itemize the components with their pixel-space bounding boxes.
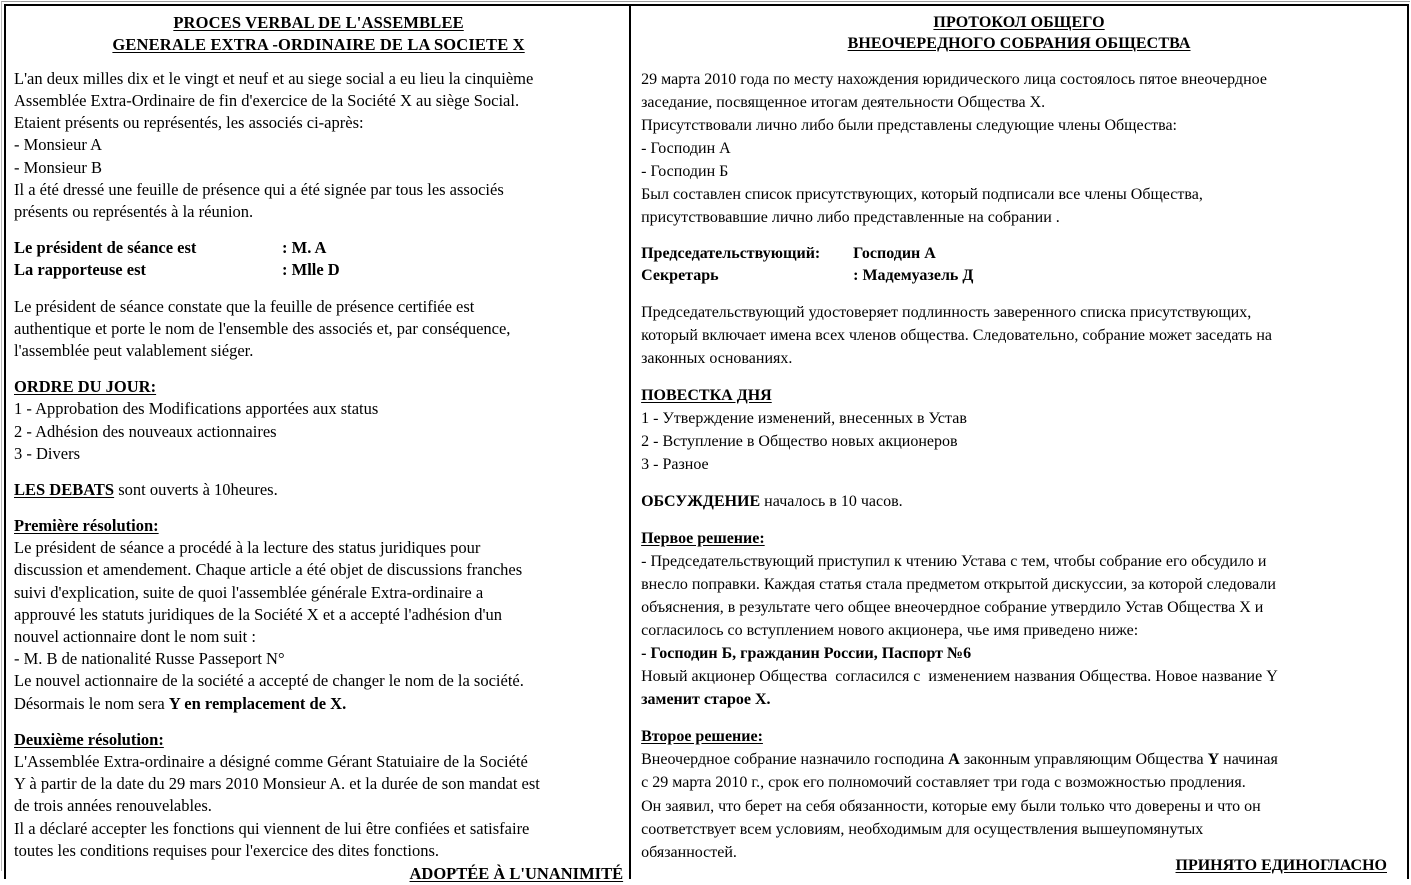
russian-resolution-2-line: обязанностей. xyxy=(641,843,737,861)
french-resolution-1 xyxy=(14,515,623,715)
russian-resolution-1-line: внесло поправки. Каждая статья стала предметом открытой дискуссии, за которой следовали xyxy=(641,576,1276,594)
russian-certification-line: законных основаниях. xyxy=(641,349,793,367)
french-role-row xyxy=(14,237,623,259)
french-role-label: Le président de séance est xyxy=(14,238,197,258)
russian-intro-line: 29 марта 2010 года по месту нахождения юридического лица состоялось пятое внеочердное xyxy=(641,70,1267,88)
french-resolution-2-line: L'Assemblée Extra-ordinaire a désigné comme Gérant Statuiaire de la Société xyxy=(14,751,528,771)
french-title-line-2: GENERALE EXTRA -ORDINAIRE DE LA SOCIETE X xyxy=(112,34,525,54)
french-title xyxy=(14,12,623,56)
russian-role-label: Председательствующий: xyxy=(641,244,821,262)
french-resolution-2 xyxy=(14,729,623,862)
french-resolution-2-line: Il a déclaré accepter les fonctions qui viennent de lui être confiées et satisfaire xyxy=(14,818,530,838)
french-agenda-item: 2 - Adhésion des nouveaux actionnaires xyxy=(14,421,277,441)
russian-name-change-bold: заменит старое X. xyxy=(641,691,771,709)
russian-certification xyxy=(641,301,1397,370)
russian-resolution-2-line: Он заявил, что берет на себя обязанности, которые ему были только что доверены и что он xyxy=(641,797,1261,815)
russian-resolution-2 xyxy=(641,725,1397,863)
russian-debates-line xyxy=(641,490,1397,513)
french-attendee-item: - Monsieur A xyxy=(14,135,102,155)
spacer xyxy=(14,465,623,479)
french-role-label: La rapporteuse est xyxy=(14,260,146,280)
russian-agenda xyxy=(641,384,1397,476)
french-intro-line: Il a été dressé une feuille de présence qui a été signée par tous les associés xyxy=(14,179,504,199)
russian-resolution-1-line: Новый акционер Общества согласился с изменением названия Общества. Новое название Y xyxy=(641,668,1278,686)
russian-res2-seg: законным управляющим Общества xyxy=(959,751,1208,769)
french-resolution-1-line: suivi d'explication, suite de quoi l'assemblée générale Extra-ordinaire a xyxy=(14,582,484,602)
spacer xyxy=(641,513,1397,527)
french-intro-line: L'an deux milles dix et le vingt et neuf et au siege social a eu lieu la cinquième xyxy=(14,68,534,88)
russian-resolution-1 xyxy=(641,527,1397,711)
russian-resolution-1-line: согласилось со вступлением нового акционера, чье имя приведено ниже: xyxy=(641,622,1139,640)
russian-attendee-item: - Господин А xyxy=(641,139,731,157)
russian-company-new-name: Y xyxy=(1207,751,1220,769)
russian-agenda-item: 1 - Утверждение изменений, внесенных в Устав xyxy=(641,410,967,428)
french-resolution-1-line: discussion et amendement. Chaque article a été objet de discussions franches xyxy=(14,560,523,580)
french-debates-rest: sont ouverts à 10heures. xyxy=(114,479,278,499)
russian-intro-line: Присутствовали лично либо были представлены следующие члены Общества: xyxy=(641,116,1177,134)
russian-column xyxy=(631,6,1407,879)
french-new-shareholder-line: - M. B de nationalité Russe Passeport N° xyxy=(14,649,285,669)
french-role-value: : M. A xyxy=(282,238,327,258)
french-agenda-item: 3 - Divers xyxy=(14,443,80,463)
spacer xyxy=(641,287,1397,301)
french-intro-line: Etaient présents ou représentés, les associés ci-après: xyxy=(14,113,364,133)
french-agenda xyxy=(14,376,623,465)
french-closing-statement: ADOPTÉE À L'UNANIMITÉ xyxy=(409,863,624,883)
russian-new-shareholder-line: - Господин Б, гражданин России, Паспорт №6 xyxy=(641,645,972,663)
russian-certification-line: Председательствующий удостоверяет подлинность заверенного списка присутствующих, xyxy=(641,303,1252,321)
russian-title-line-1: ПРОТОКОЛ ОБЩЕГО xyxy=(933,14,1105,31)
french-intro-line: présents ou représentés à la réunion. xyxy=(14,202,254,221)
french-resolution-2-line: Y à partir de la date du 29 mars 2010 Monsieur A. et la durée de son mandat est xyxy=(14,774,540,794)
spacer xyxy=(641,229,1397,243)
spacer xyxy=(14,362,623,376)
french-resolution-1-line: nouvel actionnaire dont le nom suit : xyxy=(14,627,256,646)
russian-agenda-heading: ПОВЕСТКА ДНЯ xyxy=(641,387,772,404)
french-resolution-2-heading: Deuxième résolution: xyxy=(14,729,164,749)
spacer xyxy=(14,223,623,237)
russian-debates-label: ОБСУЖДЕНИЕ xyxy=(641,493,761,511)
russian-resolution-1-heading: Первое решение: xyxy=(641,530,765,548)
spacer xyxy=(641,711,1397,725)
russian-role-label: Секретарь xyxy=(641,266,719,284)
french-certification xyxy=(14,296,623,363)
russian-role-value: Господин А xyxy=(853,244,936,262)
french-certification-line: Le président de séance constate que la feuille de présence certifiée est xyxy=(14,296,475,316)
russian-debates-rest: началось в 10 часов. xyxy=(760,493,903,511)
french-resolution-1-line: Le président de séance a procédé à la lecture des status juridiques pour xyxy=(14,538,481,558)
french-intro xyxy=(14,68,623,223)
russian-res2-seg: начиная xyxy=(1219,751,1278,769)
french-name-change-bold: Y en remplacement de X. xyxy=(168,693,347,713)
french-attendee-item: - Monsieur B xyxy=(14,157,102,177)
russian-resolution-2-line xyxy=(641,748,1397,771)
document-frame xyxy=(4,4,1409,883)
russian-title-line-2: ВНЕОЧЕРЕДНОГО СОБРАНИЯ ОБЩЕСТВА xyxy=(847,35,1191,53)
french-resolution-1-line: Le nouvel actionnaire de la société a accepté de changer le nom de la société. xyxy=(14,671,524,691)
russian-resolution-1-line: объяснения, в результате чего общее внеочердное собрание утвердило Устав Общества X и xyxy=(641,599,1264,617)
spacer xyxy=(14,501,623,515)
russian-role-row xyxy=(641,243,1397,265)
french-name-change-line xyxy=(14,693,623,715)
russian-intro-line: Был составлен список присутствующих, который подписали все члены Общества, xyxy=(641,185,1203,203)
russian-resolution-2-line: соответствует всем условиям, необходимым для осуществления вышеупомянутых xyxy=(641,820,1204,838)
russian-agenda-item: 2 - Вступление в Общество новых акционеров xyxy=(641,433,958,451)
russian-certification-line: который включает имена всех членов общества. Следовательно, собрание может заседать на xyxy=(641,326,1272,344)
french-resolution-2-line: toutes les conditions requises pour l'exercice des dites fonctions. xyxy=(14,840,439,860)
russian-resolution-1-line: - Председательствующий приступил к чтению Устава с тем, чтобы собрание его обсудило и xyxy=(641,553,1267,571)
russian-resolution-2-heading: Второе решение: xyxy=(641,728,763,746)
french-resolution-2-line: de trois années renouvelables. xyxy=(14,796,212,816)
russian-intro-line: заседание, посвященное итогам деятельности Общества X. xyxy=(641,93,1046,111)
french-agenda-heading: ORDRE DU JOUR: xyxy=(14,377,157,397)
russian-agenda-item: 3 - Разное xyxy=(641,456,709,474)
russian-title xyxy=(641,12,1397,55)
spacer xyxy=(14,715,623,729)
spacer xyxy=(641,370,1397,384)
russian-role-row xyxy=(641,265,1397,287)
russian-resolution-2-line: с 29 марта 2010 г., срок его полномочий составляет три года с возможностью продления. xyxy=(641,774,1246,792)
russian-intro xyxy=(641,68,1397,229)
spacer xyxy=(14,282,623,296)
french-roles xyxy=(14,237,623,281)
french-role-row xyxy=(14,259,623,281)
french-intro-line: Assemblée Extra-Ordinaire de fin d'exercice de la Société X au siège Social. xyxy=(14,91,520,111)
french-debates-line xyxy=(14,479,623,501)
french-resolution-1-heading: Première résolution: xyxy=(14,516,159,536)
french-resolution-1-line: approuvé les statuts juridiques de la Société X et a accepté l'adhésion d'un xyxy=(14,604,502,624)
russian-roles xyxy=(641,243,1397,287)
russian-attendee-item: - Господин Б xyxy=(641,162,729,180)
spacer xyxy=(641,476,1397,490)
russian-manager-initial: А xyxy=(948,751,960,769)
russian-closing-statement: ПРИНЯТО ЕДИНОГЛАСНО xyxy=(1175,857,1387,875)
french-role-value: : Mlle D xyxy=(282,260,340,280)
french-title-line-1: PROCES VERBAL DE L'ASSEMBLEE xyxy=(173,13,464,32)
french-column xyxy=(6,6,631,883)
russian-res2-seg: Внеочердное собрание назначило господина xyxy=(641,751,949,769)
french-certification-line: l'assemblée peut valablement siéger. xyxy=(14,340,254,360)
french-debates-label: LES DEBATS xyxy=(14,479,115,499)
french-agenda-item: 1 - Approbation des Modifications apportées aux status xyxy=(14,399,379,419)
french-certification-line: authentique et porte le nom de l'ensemble des associés et, par conséquence, xyxy=(14,318,511,338)
french-name-change-plain: Désormais le nom sera xyxy=(14,693,169,713)
russian-role-value: : Мадемуазель Д xyxy=(853,266,974,284)
russian-closing-wrap xyxy=(651,855,1387,877)
russian-intro-line: присутствовавшие лично либо представленные на собрании . xyxy=(641,208,1060,226)
